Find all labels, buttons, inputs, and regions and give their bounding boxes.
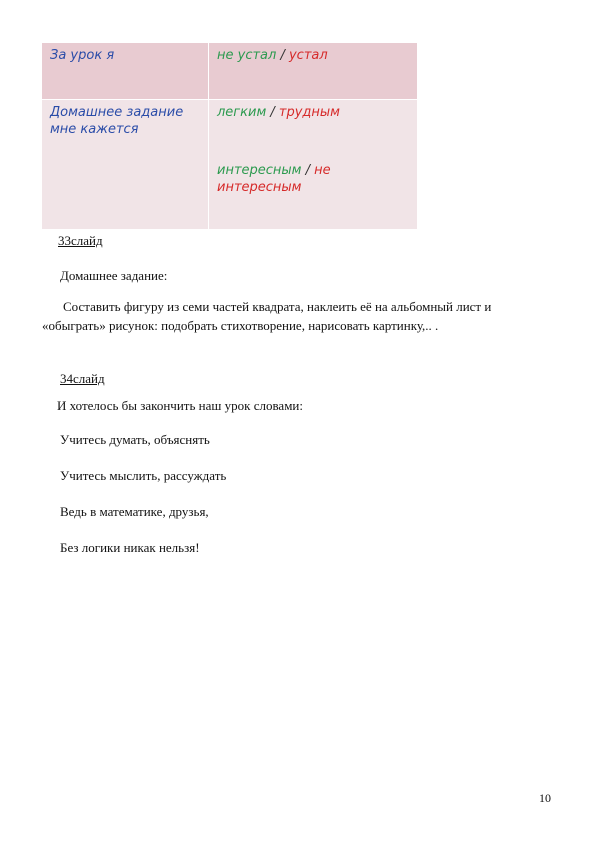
closing-intro: И хотелось бы закончить наш урок словами: (57, 398, 303, 413)
poem-line: Без логики никак нельзя! (60, 540, 200, 555)
reflection-table (42, 43, 417, 229)
slide-34-heading: 34слайд (60, 371, 105, 386)
table-cell-label (42, 43, 209, 100)
homework-line-2: «обыграть» рисунок: подобрать стихотворение, нарисовать картинку,.. . (42, 318, 439, 333)
slide-33-heading: 33слайд (58, 233, 103, 248)
option-interesting: интересным (217, 163, 302, 178)
option-not-tired: не устал (217, 48, 277, 63)
table-cell-label (42, 100, 209, 230)
homework-title: Домашнее задание: (60, 268, 168, 283)
table-cell-options (209, 43, 418, 100)
separator: / (301, 163, 315, 178)
row-label: Домашнее задание мне кажется (50, 105, 184, 137)
option-not-interesting: не интересным (217, 163, 331, 195)
homework-line-1: Составить фигуру из семи частей квадрата, наклеить её на альбомный лист и (63, 299, 492, 314)
poem-line: Учитесь мыслить, рассуждать (60, 468, 227, 483)
table-row (42, 100, 417, 230)
poem-line: Ведь в математике, друзья, (60, 504, 209, 519)
page-number: 10 (539, 791, 551, 805)
poem-line: Учитесь думать, объяснять (60, 432, 210, 447)
separator: / (276, 48, 289, 63)
option-tired: устал (288, 48, 328, 63)
table-row (42, 43, 417, 100)
row-label: За урок я (50, 48, 115, 63)
table-cell-options (209, 100, 418, 230)
option-easy: легким (217, 105, 267, 120)
separator: / (266, 105, 279, 120)
option-hard: трудным (278, 105, 340, 120)
spacer (217, 121, 409, 162)
